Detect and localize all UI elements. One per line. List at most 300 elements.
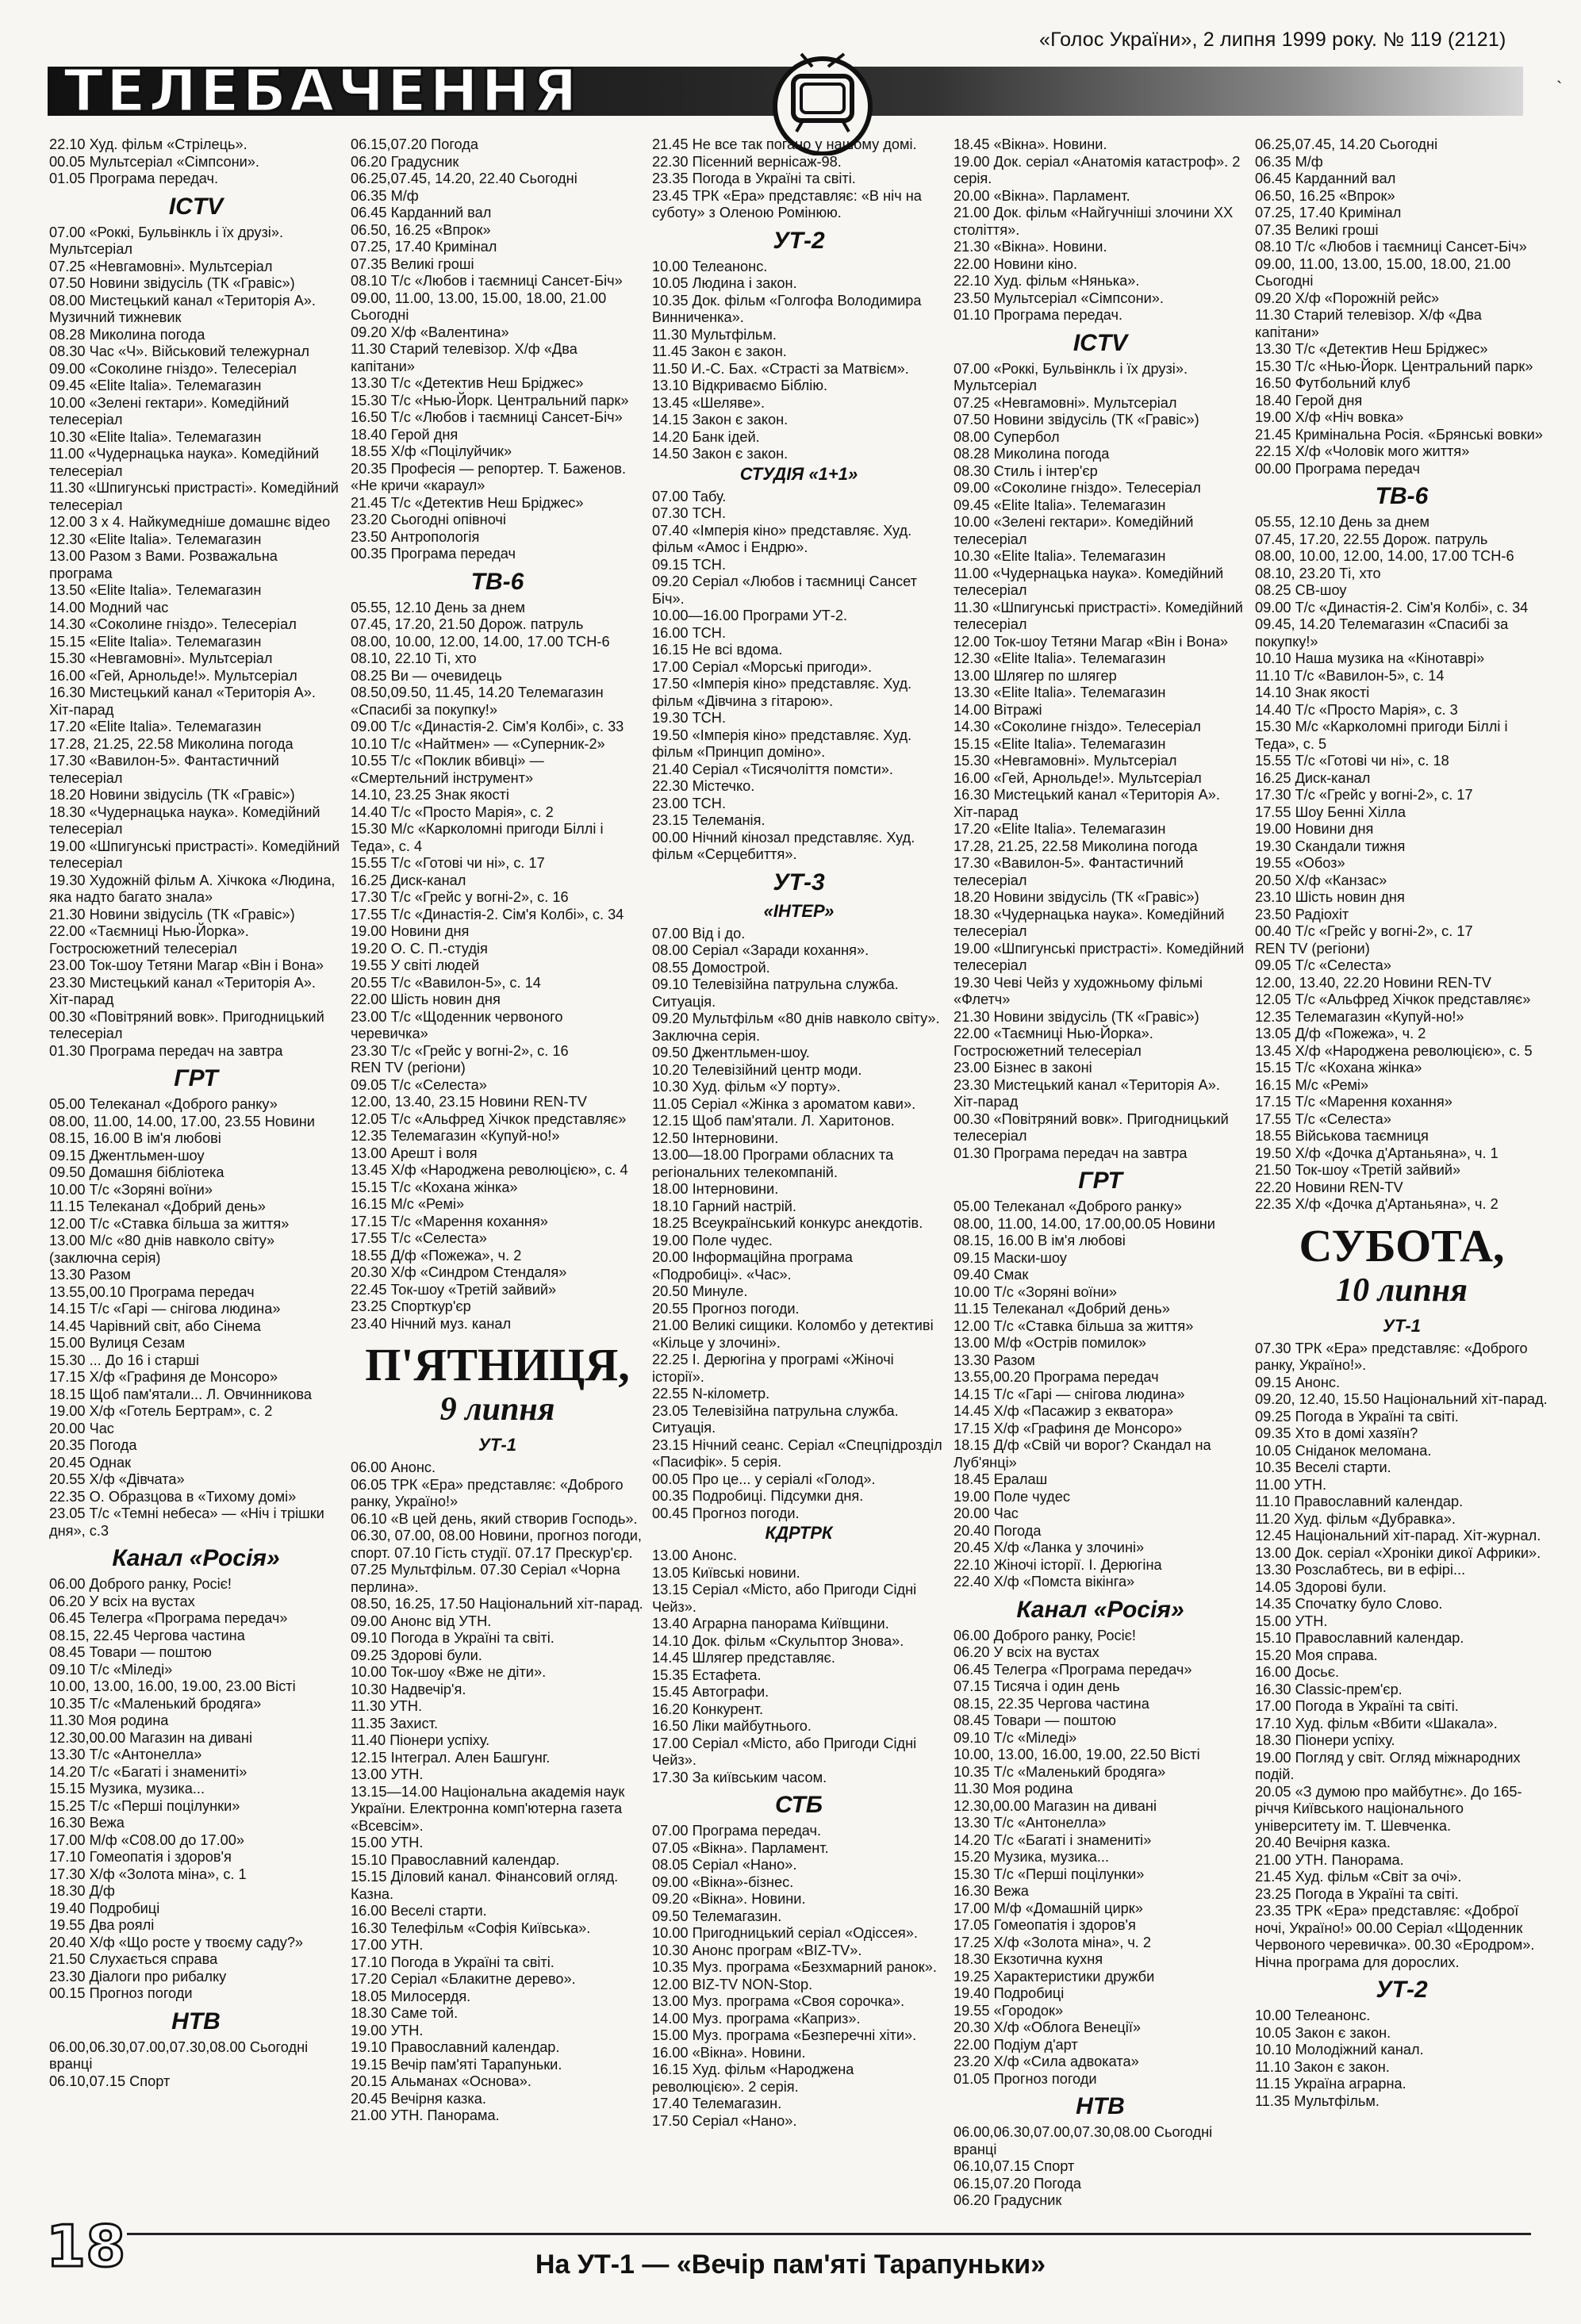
program-entry: 06.05 ТРК «Ера» представляє: «Доброго ранку, Україно!»: [351, 1476, 627, 1509]
program-entry: 18.45 Ералаш: [954, 1471, 1048, 1487]
program-entry: 07.25, 17.40 Кримінал: [351, 239, 497, 255]
channel-heading: Канал «Росія»: [1016, 1596, 1184, 1623]
program-entry: 06.20 Градусник: [954, 2192, 1062, 2208]
program-entry: 12.50 Інтерновини.: [652, 1129, 779, 1146]
program-entry: 01.30 Програма передач на завтра: [954, 1145, 1188, 1161]
day-heading: СУБОТА,: [1299, 1219, 1505, 1271]
program-entry: 19.15 Вечір пам'яті Тарапуньки.: [351, 2056, 562, 2073]
program-entry: 13.00 Док. серіал «Хроніки дикої Африки».: [1255, 1544, 1541, 1561]
program-entry: 14.30 «Соколине гніздо». Телесеріал: [954, 719, 1201, 734]
program-entry: 14.20 Т/с «Багаті і знамениті»: [49, 1763, 248, 1780]
program-entry: 14.40 Т/с «Просто Марія», с. 3: [1255, 701, 1458, 718]
program-entry: 12.35 Телемагазин «Купуй-но!»: [1255, 1008, 1464, 1025]
program-entry: 07.35 Великі гроші: [1255, 221, 1379, 238]
program-entry: 13.30 Т/с «Детектив Неш Бріджес»: [1255, 341, 1488, 357]
program-entry: 09.10 Телевізійна патрульна служба. Ситуація.: [652, 976, 903, 1010]
program-entry: 08.00, 10.00, 12.00, 14.00, 17.00 ТСН-6: [1255, 548, 1514, 564]
program-entry: 09.20, 12.40, 15.50 Національний хіт-парад.: [1255, 1391, 1548, 1407]
channel-heading: НТВ: [1076, 2093, 1125, 2119]
program-entry: 09.00 Анонс від УТН.: [351, 1613, 492, 1629]
program-entry: 13.00 Разом з Вами. Розважальна програма: [49, 548, 282, 581]
program-entry: 11.30 Моя родина: [954, 1781, 1073, 1797]
program-entry: 05.00 Телеканал «Доброго ранку»: [954, 1198, 1182, 1214]
program-entry: 21.00 УТН. Панорама.: [1255, 1851, 1404, 1868]
program-entry: 09.00, 11.00, 13.00, 15.00, 18.00, 21.00 Сьогодні: [1255, 255, 1515, 289]
program-entry: 12.00 3 х 4. Найкумедніше домашнє відео: [49, 514, 331, 530]
program-entry: 19.00 «Шпигунські пристрасті». Комедійний телесеріал: [49, 838, 344, 871]
program-entry: 12.00 Т/с «Ставка більша за життя»: [954, 1317, 1194, 1334]
program-entry: 18.40 Герой дня: [351, 426, 459, 443]
program-entry: 06.25,07.45, 14.20 Сьогодні: [1255, 136, 1438, 152]
program-entry: 22.00 «Таємниці Нью-Йорка». Гостросюжетний телесеріал: [49, 923, 253, 957]
program-entry: 15.25 Т/с «Перші поцілунки»: [49, 1797, 240, 1814]
program-entry: 06.00 Анонс.: [351, 1459, 436, 1475]
program-entry: 10.10 Молодіжний канал.: [1255, 2042, 1424, 2057]
program-entry: 14.20 Т/с «Багаті і знамениті»: [954, 1831, 1152, 1848]
program-entry: 10.00 «Зелені гектари». Комедійний телесеріал: [49, 394, 294, 428]
program-entry: 08.00, 11.00, 14.00, 17.00, 23.55 Новини: [49, 1113, 315, 1129]
program-entry: 12.30,00.00 Магазин на дивані: [954, 1797, 1157, 1814]
channel-subheading: «ІНТЕР»: [763, 900, 835, 921]
program-entry: 12.00 Ток-шоу Тетяни Магар «Він і Вона»: [954, 633, 1229, 650]
program-entry: 21.00 УТН. Панорама.: [351, 2107, 500, 2123]
program-entry: 17.30 За київським часом.: [652, 1769, 827, 1785]
program-entry: 19.00 Новини дня: [1255, 821, 1374, 837]
program-entry: 13.50 «Elite Italia». Телемагазин: [49, 582, 262, 598]
program-entry: 20.30 Х/ф «Синдром Стендаля»: [351, 1264, 567, 1280]
program-entry: 17.55 Т/с «Селеста»: [1255, 1110, 1391, 1127]
program-column-1: [49, 136, 343, 2090]
program-entry: 10.10 Наша музика на «Кінотаврі»: [1255, 650, 1485, 666]
program-entry: 21.50 Ток-шоу «Третій зайвий»: [1255, 1162, 1461, 1178]
program-entry: 11.15 Телеканал «Добрий день»: [954, 1301, 1170, 1317]
program-entry: 21.45 Т/с «Детектив Неш Бріджес»: [351, 494, 584, 511]
program-entry: 19.00 Док. серіал «Анатомія катастроф». 2 серія.: [954, 153, 1245, 186]
program-entry: 17.55 Т/с «Селеста»: [351, 1230, 487, 1246]
program-entry: 23.30 Діалоги про рибалку: [49, 1968, 227, 1985]
program-entry: 06.50, 16.25 «Впрок»: [1255, 187, 1395, 204]
program-entry: 07.00 «Роккі, Бульвінкль і їх друзі». Мультсеріал: [954, 360, 1192, 393]
program-entry: 23.30 Мистецький канал «Територія А». Хіт-парад: [49, 974, 320, 1007]
program-entry: 17.30 Т/с «Грейс у вогні-2», с. 16: [351, 889, 569, 905]
program-entry: 11.00 «Чудернацька наука». Комедійний телесеріал: [954, 565, 1228, 598]
channel-heading: ICTV: [1073, 329, 1128, 356]
footer-divider: [127, 2233, 1531, 2235]
program-entry: 14.45 Х/ф «Пасажир з екватора»: [954, 1403, 1173, 1419]
program-entry: 13.00 М/ф «Острів помилок»: [954, 1335, 1146, 1351]
program-entry: 12.30 «Elite Italia». Телемагазин: [954, 650, 1166, 666]
program-entry: 17.40 Телемагазин.: [652, 2096, 782, 2111]
program-entry: 15.20 Музика, музика...: [954, 1849, 1110, 1865]
program-entry: 16.15 Не всі вдома.: [652, 642, 783, 658]
program-entry: 10.30 «Elite Italia». Телемагазин: [954, 548, 1166, 564]
program-entry: 20.40 Вечірня казка.: [1255, 1835, 1391, 1850]
program-entry: 18.55 Військова таємниця: [1255, 1128, 1429, 1144]
program-entry: 17.10 Худ. фільм «Вбити «Шакала».: [1255, 1715, 1498, 1731]
program-entry: 22.35 О. Образцова в «Тихому домі»: [49, 1488, 297, 1505]
program-entry: 12.45 Національний хіт-парад. Хіт-журнал.: [1255, 1528, 1541, 1544]
program-entry: 17.15 Х/ф «Графиня де Монсоро»: [954, 1420, 1183, 1436]
program-entry: 23.00 ТСН.: [652, 795, 726, 811]
program-entry: 19.55 «Городок»: [954, 2002, 1064, 2019]
program-entry: 08.15, 16.00 В ім'я любові: [49, 1130, 221, 1146]
program-entry: 16.30 Вежа: [954, 1883, 1029, 1899]
program-entry: 19.20 О. С. П.-студія: [351, 940, 488, 957]
program-entry: 12.15 Щоб пам'ятали. Л. Харитонов.: [652, 1113, 895, 1129]
program-entry: 11.30 Старий телевізор. Х/ф «Два капітани»: [1255, 307, 1486, 340]
program-entry: 09.05 Т/с «Селеста»: [351, 1076, 487, 1093]
program-entry: 14.10 Док. фільм «Скульптор Знова».: [652, 1632, 904, 1649]
program-entry: 10.30 «Elite Italia». Телемагазин: [49, 428, 262, 445]
program-entry: 07.25 «Невгамовні». Мультсеріал: [49, 258, 273, 274]
program-entry: 09.40 Смак: [954, 1267, 1029, 1283]
program-entry: 17.55 Шоу Бенні Хілла: [1255, 803, 1406, 820]
program-entry: 12.00, 13.40, 23.15 Новини REN-TV: [351, 1094, 587, 1110]
program-entry: 10.05 Сніданок меломана.: [1255, 1442, 1432, 1459]
masthead: «Голос України», 2 липня 1999 року. № 119 (2121): [1039, 29, 1506, 51]
program-entry: 15.30 Т/с «Перші поцілунки»: [954, 1866, 1145, 1882]
program-entry: 07.25, 17.40 Кримінал: [1255, 205, 1402, 221]
program-entry: 10.00 Пригодницький серіал «Одіссея».: [652, 1925, 918, 1941]
program-entry: 18.10 Гарний настрій.: [652, 1198, 796, 1214]
program-entry: 08.00 Супербол: [954, 428, 1060, 445]
program-entry: 17.00 М/ф «С08.00 до 17.00»: [49, 1831, 245, 1848]
program-entry: 14.00 Модний час: [49, 599, 169, 616]
program-entry: 10.30 Надвечір'я.: [351, 1681, 466, 1697]
program-entry: 15.30 Т/с «Нью-Йорк. Центральний парк»: [1255, 358, 1533, 374]
program-entry: 10.35 Т/с «Маленький бродяга»: [49, 1695, 262, 1712]
program-entry: 19.00 Поле чудес: [954, 1488, 1070, 1505]
program-entry: 20.50 Х/ф «Канзас»: [1255, 872, 1387, 888]
program-entry: 18.30 Піонери успіху.: [1255, 1732, 1395, 1748]
program-entry: 00.05 Про це... у серіалі «Голод».: [652, 1471, 876, 1487]
program-entry: 15.00 УТН.: [351, 1835, 424, 1850]
program-entry: 16.00 «Гей, Арнольде!». Мультсеріал: [954, 769, 1202, 786]
program-entry: 08.30 Стиль і інтер'єр: [954, 462, 1098, 479]
program-entry: 19.00 Погляд у світ. Огляд міжнародних подій.: [1255, 1749, 1525, 1782]
program-entry: 13.00 Муз. програма «Своя сорочка».: [652, 1993, 905, 2009]
program-entry: 00.30 «Повітряний вовк». Пригодницький телесеріал: [49, 1008, 328, 1041]
program-entry: 23.15 Телеманія.: [652, 812, 766, 828]
program-entry: 17.28, 21.25, 22.58 Миколина погода: [954, 838, 1198, 854]
program-entry: 16.30 Телефільм «Софія Київська».: [351, 1919, 591, 1936]
program-entry: 18.55 Д/ф «Пожежа», ч. 2: [351, 1247, 522, 1264]
program-entry: 17.50 «Імперія кіно» представляє. Худ. фільм «Дівчина з гітарою».: [652, 676, 916, 709]
program-entry: 14.35 Спочатку було Слово.: [1255, 1596, 1443, 1612]
program-entry: 13.15 Серіал «Місто, або Пригоди Сідні Чейз».: [652, 1582, 921, 1615]
program-entry: 15.55 Т/с «Готові чи ні», с. 17: [351, 855, 545, 871]
channel-heading: ТВ-6: [470, 568, 524, 595]
program-entry: 10.00 Т/с «Зоряні воїни»: [49, 1181, 213, 1198]
program-entry: 20.05 «З думою про майбутнє». До 165-річчя Київського національного університету ім. Т. Шевченка.: [1255, 1783, 1522, 1834]
program-entry: 13.00 Анонс.: [652, 1547, 738, 1563]
program-entry: 19.00 Х/ф «Ніч вовка»: [1255, 409, 1404, 425]
channel-heading: УТ-2: [1376, 1977, 1428, 2003]
program-entry: 00.35 Програма передач: [351, 546, 516, 562]
program-entry: 11.35 Мультфільм.: [1255, 2092, 1380, 2109]
program-entry: 19.30 Художній фільм А. Хічкока «Людина, яка надто багато знала»: [49, 872, 340, 905]
program-entry: 20.00 Час: [954, 1505, 1019, 1521]
program-entry: 09.35 Хто в домі хазяїн?: [1255, 1425, 1418, 1441]
program-entry: 23.25 Спорткур'єр: [351, 1298, 471, 1314]
program-entry: 01.10 Програма передач.: [954, 307, 1123, 323]
program-entry: 23.45 ТРК «Ера» представляє: «В ніч на суботу» з Оленою Ромінюю.: [652, 187, 926, 221]
program-entry: 19.00 Поле чудес.: [652, 1232, 773, 1248]
program-entry: 23.30 Т/с «Грейс у вогні-2», с. 16: [351, 1042, 569, 1059]
program-entry: 08.15, 22.35 Чергова частина: [954, 1695, 1149, 1712]
program-entry: 12.30,00.00 Магазин на дивані: [49, 1729, 252, 1746]
program-entry: 10.20 Телевізійний центр моди.: [652, 1061, 862, 1078]
channel-heading: ГРТ: [1078, 1168, 1122, 1194]
program-entry: 13.05 Д/ф «Пожежа», ч. 2: [1255, 1026, 1426, 1041]
program-entry: 20.50 Минуле.: [652, 1283, 748, 1299]
program-entry: 07.40 «Імперія кіно» представляє. Худ. фільм «Амос і Ендрю».: [652, 522, 916, 555]
day-heading: П'ЯТНИЦЯ,: [365, 1339, 630, 1390]
program-entry: 07.15 Тисяча і один день: [954, 1678, 1120, 1694]
program-entry: 08.45 Товари — поштою: [49, 1644, 212, 1660]
program-entry: 11.20 Худ. фільм «Дубравка».: [1255, 1510, 1456, 1527]
program-entry: 21.30 Новини звідусіль (ТК «Гравіс»): [49, 906, 295, 922]
program-entry: 06.50, 16.25 «Впрок»: [351, 221, 491, 238]
program-entry: 19.30 Скандали тижня: [1255, 838, 1406, 854]
program-entry: 22.10 Жіночі історії. І. Дерюгіна: [954, 1556, 1162, 1573]
program-entry: 17.55 Т/с «Династія-2. Сім'я Колбі», с. 34: [351, 906, 624, 922]
program-entry: 06.15,07.20 Погода: [351, 136, 478, 152]
program-entry: 20.55 Т/с «Вавилон-5», с. 14: [351, 974, 541, 991]
program-entry: 09.00 Т/с «Династія-2. Сім'я Колбі», с. 33: [351, 719, 624, 734]
program-entry: 10.05 Людина і закон.: [652, 275, 797, 291]
program-entry: 17.00 М/ф «Домашній цирк»: [954, 1900, 1143, 1916]
program-entry: 11.30 Моя родина: [49, 1712, 169, 1728]
program-entry: 08.50,09.50, 11.45, 14.20 Телемагазин «Спасибі за покупку!»: [351, 685, 608, 718]
program-entry: 16.00 Веселі старти.: [351, 1903, 487, 1919]
program-entry: 08.00 Серіал «Заради кохання».: [652, 942, 869, 958]
program-entry: 15.15 Діловий канал. Фінансовий огляд. Казна.: [351, 1869, 623, 1902]
program-entry: 15.30 М/с «Карколомні пригоди Біллі і Теда», с. 4: [351, 821, 608, 854]
program-entry: 19.50 Х/ф «Дочка д'Артаньяна», ч. 1: [1255, 1145, 1498, 1161]
program-entry: 13.30 Разом: [954, 1352, 1035, 1368]
program-entry: 08.10 Т/с «Любов і таємниці Сансет-Біч»: [1255, 239, 1527, 255]
program-entry: 13.15—14.00 Національна академія наук України. Електронна комп'ютерна газета «Всевсім».: [351, 1783, 629, 1834]
program-entry: 18.20 Новини звідусіль (ТК «Гравіс»): [954, 889, 1199, 905]
program-entry: 14.10 Знак якості: [1255, 685, 1370, 700]
program-entry: 18.05 Милосердя.: [351, 1988, 471, 2004]
program-entry: 23.20 Сьогодні опівночі: [351, 512, 506, 527]
program-entry: 08.25 СВ-шоу: [1255, 582, 1347, 598]
program-entry: 17.05 Гомеопатія і здоров'я: [954, 1917, 1136, 1933]
program-entry: 09.10 Т/с «Міледі»: [49, 1661, 173, 1678]
program-entry: 09.10 Т/с «Міледі»: [954, 1729, 1077, 1746]
program-entry: 06.10,07.15 Спорт: [49, 2073, 171, 2089]
channel-heading: УТ-3: [773, 869, 825, 895]
program-entry: 08.05 Серіал «Нано».: [652, 1857, 797, 1873]
program-entry: 15.00 Вулиця Сезам: [49, 1335, 186, 1351]
program-entry: 19.00 «Шпигунські пристрасті». Комедійний телесеріал: [954, 940, 1249, 973]
program-entry: 00.40 Т/с «Грейс у вогні-2», с. 17: [1255, 923, 1473, 939]
program-entry: 07.50 Новини звідусіль (ТК «Гравіс»): [954, 412, 1199, 428]
program-entry: 06.20 Градусник: [351, 153, 459, 170]
program-entry: 17.15 Т/с «Марення кохання»: [1255, 1094, 1452, 1110]
program-entry: 11.45 Закон є закон.: [652, 343, 787, 359]
program-entry: 17.10 Гомеопатія і здоров'я: [49, 1849, 232, 1865]
program-entry: 14.15 Т/с «Гарі — снігова людина»: [49, 1301, 281, 1317]
program-entry: 20.45 Х/ф «Ланка у злочині»: [954, 1540, 1145, 1555]
program-entry: 19.55 Два роялі: [49, 1917, 155, 1933]
program-entry: 20.40 Х/ф «Що росте у твоєму саду?»: [49, 1934, 304, 1950]
program-entry: 13.40 Аграрна панорама Київщини.: [652, 1616, 889, 1632]
program-entry: 00.00 Програма передач: [1255, 460, 1421, 477]
program-entry: 22.30 Пісенний вернісаж-98.: [652, 153, 842, 170]
program-entry: 17.00 УТН.: [351, 1937, 424, 1953]
program-entry: 11.10 Православний календар.: [1255, 1494, 1464, 1509]
program-entry: 14.45 Шлягер представляє.: [652, 1650, 835, 1666]
program-entry: 16.30 Classic-прем'єр.: [1255, 1681, 1403, 1697]
program-entry: 06.00 Доброго ранку, Росіє!: [49, 1576, 232, 1592]
program-entry: 20.35 Професія — репортер. Т. Баженов. «Не кричи «караул»: [351, 460, 631, 493]
channel-heading: НТВ: [171, 2008, 221, 2034]
program-entry: 09.00 «Соколине гніздо». Телесеріал: [954, 480, 1201, 496]
program-entry: 16.50 Т/с «Любов і таємниці Сансет-Біч»: [351, 409, 623, 425]
program-entry: 12.00, 13.40, 22.20 Новини REN-TV: [1255, 974, 1491, 991]
program-entry: 19.25 Характеристики дружби: [954, 1968, 1155, 1985]
program-entry: 15.15 Т/с «Кохана жінка»: [351, 1179, 518, 1195]
program-entry: 19.55 «Обоз»: [1255, 855, 1345, 871]
program-entry: 18.25 Всеукраїнський конкурс анекдотів.: [652, 1215, 923, 1231]
program-entry: 10.35 Док. фільм «Голгофа Володимира Винниченка».: [652, 292, 926, 325]
program-entry: 05.55, 12.10 День за днем: [351, 599, 525, 616]
channel-heading: ICTV: [168, 193, 224, 220]
program-entry: 22.55 N-кілометр.: [652, 1386, 770, 1402]
program-entry: 09.45 «Elite Italia». Телемагазин: [49, 378, 262, 393]
program-entry: 23.20 Х/ф «Сила адвоката»: [954, 2054, 1139, 2069]
program-entry: 15.20 Моя справа.: [1255, 1647, 1378, 1663]
program-entry: 05.00 Телеканал «Доброго ранку»: [49, 1096, 278, 1112]
program-entry: 20.55 Х/ф «Дівчата»: [49, 1471, 185, 1487]
program-entry: 15.45 Автографи.: [652, 1684, 769, 1700]
program-entry: 13.55,00.20 Програма передач: [954, 1369, 1159, 1385]
program-entry: 22.45 Ток-шоу «Третій зайвий»: [351, 1281, 557, 1298]
program-entry: 22.20 Новини REN-TV: [1255, 1179, 1403, 1195]
program-entry: 21.30 Новини звідусіль (ТК «Гравіс»): [954, 1008, 1199, 1025]
program-entry: 11.40 Піонери успіху.: [351, 1732, 490, 1748]
program-entry: 06.00,06.30,07.00,07.30,08.00 Сьогодні вранці: [49, 2038, 313, 2072]
program-entry: 18.00 Інтерновини.: [652, 1181, 779, 1197]
program-entry: 17.20 Серіал «Блакитне дерево».: [351, 1971, 576, 1987]
program-entry: 11.30 Старий телевізор. Х/ф «Два капітани»: [351, 341, 581, 374]
program-entry: 15.10 Православний календар.: [351, 1851, 560, 1868]
program-entry: 10.05 Закон є закон.: [1255, 2024, 1391, 2041]
program-entry: 13.30 «Elite Italia». Телемагазин: [954, 685, 1166, 700]
program-entry: 14.50 Закон є закон.: [652, 446, 789, 462]
program-entry: 12.00 BIZ-TV NON-Stop.: [652, 1976, 813, 1992]
program-entry: 16.30 Мистецький канал «Територія А». Хіт-парад: [49, 685, 320, 718]
program-entry: 22.00 Подіум д'арт: [954, 2036, 1078, 2053]
program-entry: 10.35 Веселі старти.: [1255, 1459, 1391, 1475]
program-entry: 17.00 Серіал «Морські пригоди».: [652, 658, 873, 675]
program-entry: 11.10 Закон є закон.: [1255, 2058, 1390, 2075]
program-entry: 23.10 Шість новин дня: [1255, 889, 1405, 905]
program-entry: 23.35 ТРК «Ера» представляє: «Доброї ночі, Україно!» 00.00 Серіал «Щоденник Червоного черевичка». 00.30 «Еродром». Нічна програма для дорослих.: [1255, 1903, 1539, 1970]
program-column-5: [1255, 136, 1548, 2110]
program-entry: 16.00 «Вікна». Новини.: [652, 2044, 806, 2061]
program-entry: 16.20 Конкурент.: [652, 1701, 764, 1717]
program-entry: 14.15 Закон є закон.: [652, 412, 789, 428]
program-entry: 15.30 «Невгамовні». Мультсеріал: [49, 650, 273, 666]
program-entry: 01.30 Програма передач на завтра: [49, 1042, 283, 1059]
program-entry: 19.30 ТСН.: [652, 710, 726, 726]
program-entry: 10.00 «Зелені гектари». Комедійний телесеріал: [954, 514, 1198, 547]
program-entry: 06.45 Карданний вал: [1255, 171, 1396, 186]
program-entry: 17.30 «Вавилон-5». Фантастичний телесеріал: [954, 855, 1188, 888]
program-entry: 06.10 «В цей день, який створив Господь». 06.30, 07.00, 08.00 Новини, прогноз погоди, спорт. 07.10 Гість студії. 07.17 Прескур'єр. 07.25 Мультфільм. 07.30 Серіал «Чорна перлина».: [351, 1510, 647, 1595]
program-entry: 08.55 Домострой.: [652, 959, 770, 976]
program-entry: 15.10 Православний календар.: [1255, 1630, 1464, 1646]
program-entry: 16.00 «Гей, Арнольде!». Мультсеріал: [49, 667, 297, 684]
program-entry: 11.30 УТН.: [351, 1698, 423, 1714]
program-entry: 18.30 «Чудернацька наука». Комедійний телесеріал: [49, 803, 324, 837]
program-entry: 08.10, 23.20 Ті, хто: [1255, 565, 1381, 581]
program-entry: 13.05 Київські новини.: [652, 1564, 800, 1581]
program-entry: 09.25 Погода в Україні та світі.: [1255, 1408, 1459, 1425]
program-entry: 21.40 Серіал «Тисячоліття помсти».: [652, 761, 893, 777]
program-entry: 09.00, 11.00, 13.00, 15.00, 18.00, 21.00 Сьогодні: [351, 290, 611, 323]
program-entry: 09.45, 14.20 Телемагазин «Спасибі за покупку!»: [1255, 616, 1513, 650]
program-entry: 09.20 Серіал «Любов і таємниці Сансет Біч».: [652, 573, 922, 607]
program-entry: 14.15 Т/с «Гарі — снігова людина»: [954, 1386, 1185, 1402]
program-entry: 23.00 Ток-шоу Тетяни Магар «Він і Вона»: [49, 957, 324, 973]
program-entry: 07.25 «Невгамовні». Мультсеріал: [954, 394, 1177, 411]
program-entry: 23.00 Бізнес в законі: [954, 1060, 1092, 1076]
program-entry: 01.05 Програма передач.: [49, 171, 219, 186]
program-entry: 22.10 Худ. фільм «Стрілець».: [49, 136, 248, 152]
program-entry: 18.30 «Чудернацька наука». Комедійний телесеріал: [954, 906, 1229, 939]
program-entry: 09.20 «Вікна». Новини.: [652, 1891, 806, 1907]
program-entry: 18.15 Щоб пам'ятали... Л. Овчинникова: [49, 1386, 312, 1402]
program-entry: 08.00 Мистецький канал «Територія А». Музичний тижневик: [49, 292, 320, 325]
program-entry: 18.30 Д/ф: [49, 1883, 115, 1899]
program-entry: 20.15 Альманах «Основа».: [351, 2073, 531, 2089]
program-entry: 08.28 Миколина погода: [49, 326, 205, 343]
program-entry: 13.00 Арешт і воля: [351, 1145, 478, 1161]
program-entry: 21.50 Слухається справа: [49, 1951, 218, 1967]
program-entry: 20.30 Х/ф «Облога Венеції»: [954, 2019, 1141, 2035]
program-entry: 07.00 Програма передач.: [652, 1823, 822, 1839]
program-entry: 09.25 Здорові були.: [351, 1647, 482, 1663]
program-entry: REN TV (регіони): [351, 1060, 466, 1076]
section-title: ТЕЛЕБАЧЕННЯ: [63, 57, 580, 125]
page-number: 18: [46, 2213, 126, 2280]
program-entry: 10.30 Худ. фільм «У порту».: [652, 1079, 841, 1095]
program-entry: 14.40 Т/с «Просто Марія», с. 2: [351, 803, 554, 820]
program-entry: 21.45 Не все так погано у нашому домі.: [652, 136, 917, 152]
program-entry: 22.35 Х/ф «Дочка д'Артаньяна», ч. 2: [1255, 1196, 1498, 1212]
program-entry: 20.45 Вечірня казка.: [351, 2090, 486, 2107]
program-entry: 06.15,07.20 Погода: [954, 2175, 1081, 2192]
program-entry: 18.15 Д/ф «Свій чи ворог? Скандал на Луб'янці»: [954, 1437, 1215, 1471]
program-entry: 08.28 Миколина погода: [954, 446, 1110, 462]
program-entry: 20.55 Прогноз погоди.: [652, 1300, 800, 1317]
program-entry: 12.00 Т/с «Ставка більша за життя»: [49, 1215, 290, 1232]
program-entry: 10.00 Телеанонс.: [1255, 2008, 1371, 2023]
program-entry: 00.30 «Повітряний вовк». Пригодницький телесеріал: [954, 1110, 1233, 1144]
program-entry: 18.45 «Вікна». Новини.: [954, 136, 1107, 152]
program-entry: 23.50 Антропологія: [351, 528, 480, 545]
program-entry: 12.30 «Elite Italia». Телемагазин: [49, 531, 262, 547]
program-entry: 09.00 «Вікна»-бізнес.: [652, 1873, 794, 1890]
program-entry: REN TV (регіони): [1255, 940, 1370, 957]
program-entry: 09.50 Домашня бібліотека: [49, 1164, 224, 1180]
program-entry: 08.15, 16.00 В ім'я любові: [954, 1233, 1126, 1248]
